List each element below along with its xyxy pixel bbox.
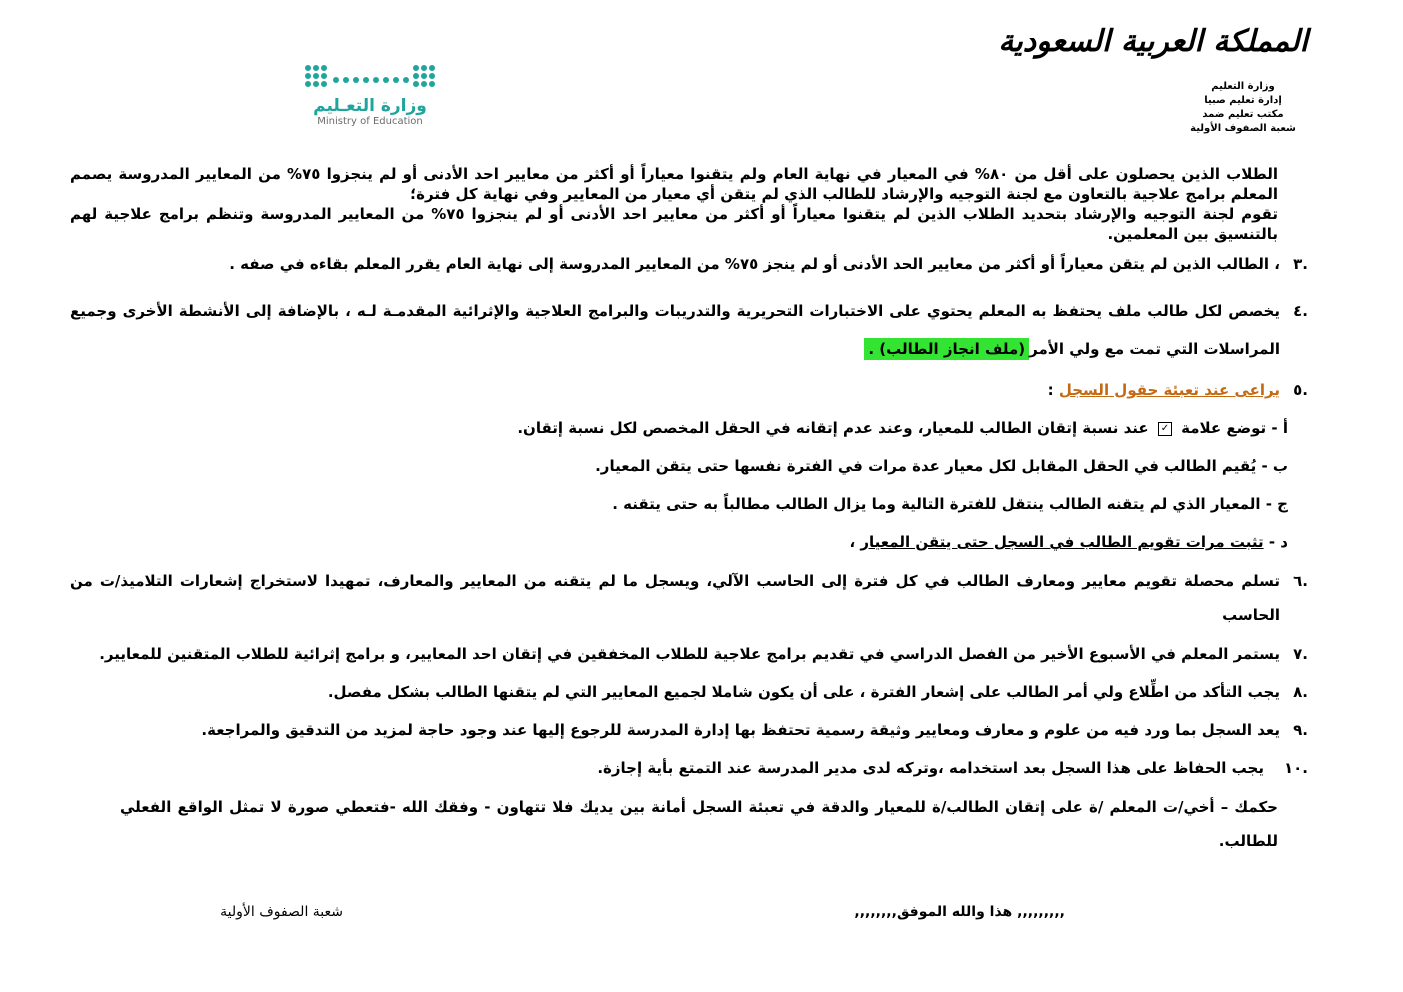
sub-item-d-prefix: د - <box>1263 533 1288 551</box>
header-line-admin: إدارة تعليم صبيا <box>1204 95 1282 106</box>
sub-item-a-suffix: عند نسبة إتقان الطالب للمعيار، وعند عدم إتقانه في الحقل المخصص لكل نسبة إتقان. <box>517 419 1149 437</box>
sub-item-d-suffix: ، <box>849 533 861 551</box>
moe-dots-icon <box>300 62 440 92</box>
item-text: يعد السجل بما ورد فيه من علوم و معارف ومعايير وثيقة رسمية تحتفظ بها إدارة المدرسة للرجوع إليها عند وجود حاجة لمزيد من التدقيق والمراجعة. <box>201 721 1280 739</box>
header-line-ministry: وزارة التعليم <box>1211 81 1275 92</box>
item-number: ٨. <box>1293 683 1308 701</box>
item-number: ٦. <box>1293 572 1308 590</box>
footer-section: شعبة الصفوف الأولية <box>220 904 343 920</box>
footer-closing: ,,,,,,,,, هذا والله الموفق,,,,,,,, <box>854 904 1065 920</box>
item-number: ٧. <box>1293 645 1308 663</box>
section-title-colon: : <box>1047 381 1059 399</box>
list-item-10 <box>70 758 1308 778</box>
item-text: يخصص لكل طالب ملف يحتفظ به المعلم يحتوي على الاختبارات التحريرية والتدريبات والبرامج العلاجية والإثرائية المقدمـة لـه ، بالإضافة إلى الأنشطة الأخرى وجميع المراسلات التي تمت مع ولي الأمر <box>70 302 1280 358</box>
moe-logo-arabic: وزارة التعـليم <box>313 96 427 116</box>
item-text: ، الطالب الذين لم يتقن معياراً أو أكثر من معايير الحد الأدنى أو لم ينجز ٧٥% من المعايير المدروسة إلى نهاية العام يقرر المعلم بقاءه في صفه . <box>229 255 1280 273</box>
item-number: ٩. <box>1293 721 1308 739</box>
moe-logo <box>300 62 440 128</box>
section-title: يراعى عند تعبئة حقول السجل <box>1058 381 1280 399</box>
list-item-8 <box>70 682 1308 702</box>
item-text: يستمر المعلم في الأسبوع الأخير من الفصل الدراسي في تقديم برامج علاجية للطلاب المخفقين في إتقان احد المعايير، و برامج إثرائية للطلاب المتقنين للمعايير. <box>99 645 1280 663</box>
item-number: ١٠. <box>1283 759 1308 777</box>
item-number: ٣. <box>1293 255 1308 273</box>
sub-item-d <box>70 532 1288 552</box>
closing-paragraph: حكمك – أخي/ت المعلم /ة على إتقان الطالب/ة للمعيار والدقة في تعبئة السجل أمانة بين يديك فلا تتهاون - وفقك الله -فتعطي صورة لا تمثل الواقع الفعلي للطالب. <box>120 798 1278 850</box>
list-item-5 <box>70 380 1308 400</box>
header-line-office: مكتب تعليم ضمد <box>1202 109 1284 120</box>
sub-item-a-prefix: أ - توضع علامة <box>1181 419 1288 437</box>
sub-item-d-underlined: تثبت مرات تقويم الطالب في السجل حتى يتقن المعيار <box>860 533 1264 551</box>
kingdom-logo <box>998 22 1308 62</box>
list-item-3 <box>70 254 1308 274</box>
item-text: يجب التأكد من اطِّلاع ولي أمر الطالب على إشعار الفترة ، على أن يكون شاملا لجميع المعايير التي لم يتقنها الطالب بشكل مفصل. <box>327 683 1280 701</box>
kingdom-logo-text: المملكة العربية السعودية <box>998 24 1308 59</box>
sub-item-c: ج - المعيار الذي لم يتقنه الطالب ينتقل للفترة التالية وما يزال الطالب مطالباً به حتى يتقنه . <box>612 495 1288 513</box>
intro-paragraph-2: تقوم لجنة التوجيه والإرشاد بتحديد الطلاب الذين لم يتقنوا معياراً أو أكثر من معايير احد الأدنى أو لم ينجزوا ٧٥% من المعايير المدروسة وتنظم برامج علاجية لهم بالتنسيق بين المعلمين. <box>70 205 1279 243</box>
item-text: تسلم محصلة تقويم معايير ومعارف الطالب في كل فترة إلى الحاسب الآلي، ويسجل ما لم يتقنه من المعايير والمعارف، تمهيدا لاستخراج إشعارات التلاميذ/ت من الحاسب <box>70 572 1280 624</box>
sub-items <box>70 418 1308 552</box>
checkbox-icon: ✓ <box>1158 422 1172 436</box>
list-item-7 <box>70 644 1308 664</box>
item-number: ٥. <box>1293 381 1308 399</box>
moe-logo-english: Ministry of Education <box>317 116 423 127</box>
list-item-4 <box>70 292 1308 368</box>
intro-paragraph-1: الطلاب الذين يحصلون على أقل من ٨٠% في المعيار في نهاية العام ولم يتقنوا معياراً أو أكثر من معايير احد الأدنى أو لم ينجزوا ٧٥% من المعايير المدروسة يصمم المعلم برامج علاجية بالتعاون مع لجنة التوجيه والإرشاد للطالب الذي لم يتقن أي معيار من المعايير وفي نهاية كل فترة؛ <box>70 165 1278 203</box>
list-item-6 <box>70 564 1308 632</box>
item-text: يجب الحفاظ على هذا السجل بعد استخدامه ،وتركه لدى مدير المدرسة عند التمتع بأية إجازة. <box>597 759 1264 777</box>
item-number: ٤. <box>1293 302 1308 320</box>
highlight-portfolio: (ملف انجاز الطالب) . <box>864 338 1029 360</box>
header-line-section: شعبة الصفوف الأولية <box>1190 123 1296 134</box>
header-lines <box>1178 80 1308 136</box>
list-item-9 <box>70 720 1308 740</box>
sub-item-a <box>70 418 1288 438</box>
document-body <box>70 164 1308 858</box>
sub-item-b: ب - يُقيم الطالب في الحقل المقابل لكل معيار عدة مرات في الفترة نفسها حتى يتقن المعيار. <box>595 457 1288 475</box>
